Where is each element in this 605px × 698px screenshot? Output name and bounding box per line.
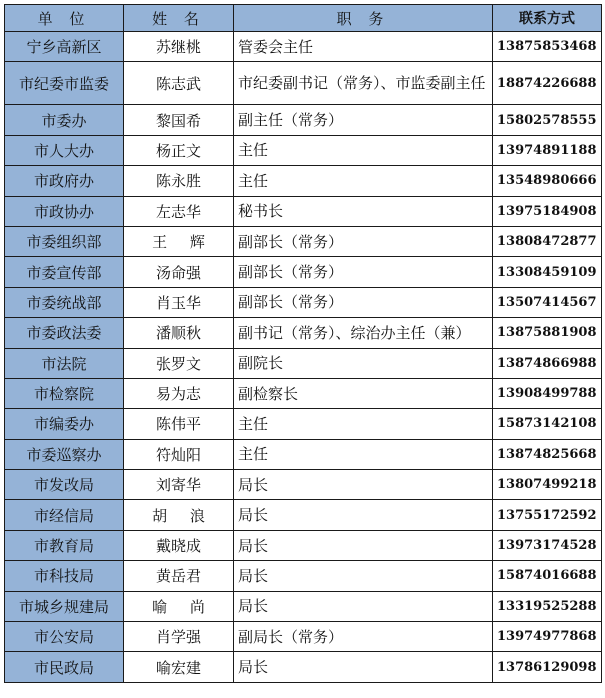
- name-cell: 黎国希: [124, 105, 234, 135]
- unit-cell: 宁乡高新区: [5, 32, 124, 62]
- name-cell: 肖玉华: [124, 287, 234, 317]
- unit-cell: 市经信局: [5, 500, 124, 530]
- table-row: [5, 318, 602, 348]
- name-cell: 潘顺秋: [124, 318, 234, 348]
- duty-cell: 副检察长: [234, 378, 493, 408]
- contact-table: [4, 4, 602, 683]
- unit-cell: 市政协办: [5, 196, 124, 226]
- duty-cell: 副院长: [234, 348, 493, 378]
- unit-cell: 市法院: [5, 348, 124, 378]
- header-duty: 职 务: [234, 5, 493, 32]
- table-row: [5, 500, 602, 530]
- name-cell: 汤命强: [124, 257, 234, 287]
- table-row: [5, 32, 602, 62]
- duty-cell: 秘书长: [234, 196, 493, 226]
- unit-cell: 市委办: [5, 105, 124, 135]
- name-cell: 苏继桃: [124, 32, 234, 62]
- table-row: [5, 348, 602, 378]
- duty-cell: 市纪委副书记（常务）、市监委副主任: [234, 62, 493, 105]
- phone-cell: 13974977868: [493, 622, 602, 652]
- unit-cell: 市委政法委: [5, 318, 124, 348]
- name-cell: 喻 尚: [124, 591, 234, 621]
- table-row: [5, 226, 602, 256]
- phone-cell: 13308459109: [493, 257, 602, 287]
- name-cell: 戴晓成: [124, 530, 234, 560]
- unit-cell: 市编委办: [5, 409, 124, 439]
- name-cell: 喻宏建: [124, 652, 234, 682]
- duty-cell: 副主任（常务）: [234, 105, 493, 135]
- phone-cell: 13974891188: [493, 135, 602, 165]
- header-name: 姓 名: [124, 5, 234, 32]
- phone-cell: 13975184908: [493, 196, 602, 226]
- name-cell: 易为志: [124, 378, 234, 408]
- unit-cell: 市委巡察办: [5, 439, 124, 469]
- phone-cell: 18874226688: [493, 62, 602, 105]
- table-body: [5, 32, 602, 683]
- table-row: [5, 470, 602, 500]
- unit-cell: 市教育局: [5, 530, 124, 560]
- unit-cell: 市政府办: [5, 166, 124, 196]
- unit-cell: 市公安局: [5, 622, 124, 652]
- phone-cell: 13875881908: [493, 318, 602, 348]
- name-cell: 刘寄华: [124, 470, 234, 500]
- table-row: [5, 530, 602, 560]
- name-cell: 杨正文: [124, 135, 234, 165]
- duty-cell: 局长: [234, 591, 493, 621]
- table-row: [5, 62, 602, 105]
- name-cell: 陈伟平: [124, 409, 234, 439]
- duty-cell: 副部长（常务）: [234, 287, 493, 317]
- phone-cell: 15873142108: [493, 409, 602, 439]
- header-phone: 联系方式: [493, 5, 602, 32]
- phone-cell: 13908499788: [493, 378, 602, 408]
- header-unit: 单 位: [5, 5, 124, 32]
- phone-cell: 13807499218: [493, 470, 602, 500]
- duty-cell: 副部长（常务）: [234, 257, 493, 287]
- phone-cell: 13808472877: [493, 226, 602, 256]
- duty-cell: 副部长（常务）: [234, 226, 493, 256]
- phone-cell: 13507414567: [493, 287, 602, 317]
- unit-cell: 市委宣传部: [5, 257, 124, 287]
- phone-cell: 15874016688: [493, 561, 602, 591]
- phone-cell: 13319525288: [493, 591, 602, 621]
- name-cell: 胡 浪: [124, 500, 234, 530]
- phone-cell: 13875853468: [493, 32, 602, 62]
- header-row: [5, 5, 602, 32]
- unit-cell: 市委统战部: [5, 287, 124, 317]
- duty-cell: 局长: [234, 470, 493, 500]
- table-row: [5, 378, 602, 408]
- table-row: [5, 439, 602, 469]
- phone-cell: 13874825668: [493, 439, 602, 469]
- table-row: [5, 257, 602, 287]
- name-cell: 陈志武: [124, 62, 234, 105]
- table-row: [5, 166, 602, 196]
- table-row: [5, 135, 602, 165]
- unit-cell: 市城乡规建局: [5, 591, 124, 621]
- duty-cell: 管委会主任: [234, 32, 493, 62]
- unit-cell: 市科技局: [5, 561, 124, 591]
- name-cell: 符灿阳: [124, 439, 234, 469]
- phone-cell: 13548980666: [493, 166, 602, 196]
- duty-cell: 主任: [234, 166, 493, 196]
- unit-cell: 市委组织部: [5, 226, 124, 256]
- duty-cell: 主任: [234, 135, 493, 165]
- duty-cell: 副局长（常务）: [234, 622, 493, 652]
- unit-cell: 市发改局: [5, 470, 124, 500]
- name-cell: 张罗文: [124, 348, 234, 378]
- phone-cell: 13973174528: [493, 530, 602, 560]
- unit-cell: 市纪委市监委: [5, 62, 124, 105]
- table-row: [5, 591, 602, 621]
- duty-cell: 副书记（常务）、综治办主任（兼）: [234, 318, 493, 348]
- name-cell: 陈永胜: [124, 166, 234, 196]
- name-cell: 左志华: [124, 196, 234, 226]
- table-row: [5, 409, 602, 439]
- table-row: [5, 105, 602, 135]
- unit-cell: 市人大办: [5, 135, 124, 165]
- phone-cell: 13755172592: [493, 500, 602, 530]
- duty-cell: 局长: [234, 500, 493, 530]
- duty-cell: 主任: [234, 439, 493, 469]
- name-cell: 肖学强: [124, 622, 234, 652]
- phone-cell: 15802578555: [493, 105, 602, 135]
- duty-cell: 局长: [234, 561, 493, 591]
- table-row: [5, 622, 602, 652]
- table-row: [5, 196, 602, 226]
- unit-cell: 市检察院: [5, 378, 124, 408]
- table-row: [5, 652, 602, 682]
- phone-cell: 13874866988: [493, 348, 602, 378]
- table-header: [5, 5, 602, 32]
- phone-cell: 13786129098: [493, 652, 602, 682]
- duty-cell: 局长: [234, 652, 493, 682]
- duty-cell: 局长: [234, 530, 493, 560]
- name-cell: 黄岳君: [124, 561, 234, 591]
- name-cell: 王 辉: [124, 226, 234, 256]
- duty-cell: 主任: [234, 409, 493, 439]
- table-row: [5, 561, 602, 591]
- unit-cell: 市民政局: [5, 652, 124, 682]
- table-row: [5, 287, 602, 317]
